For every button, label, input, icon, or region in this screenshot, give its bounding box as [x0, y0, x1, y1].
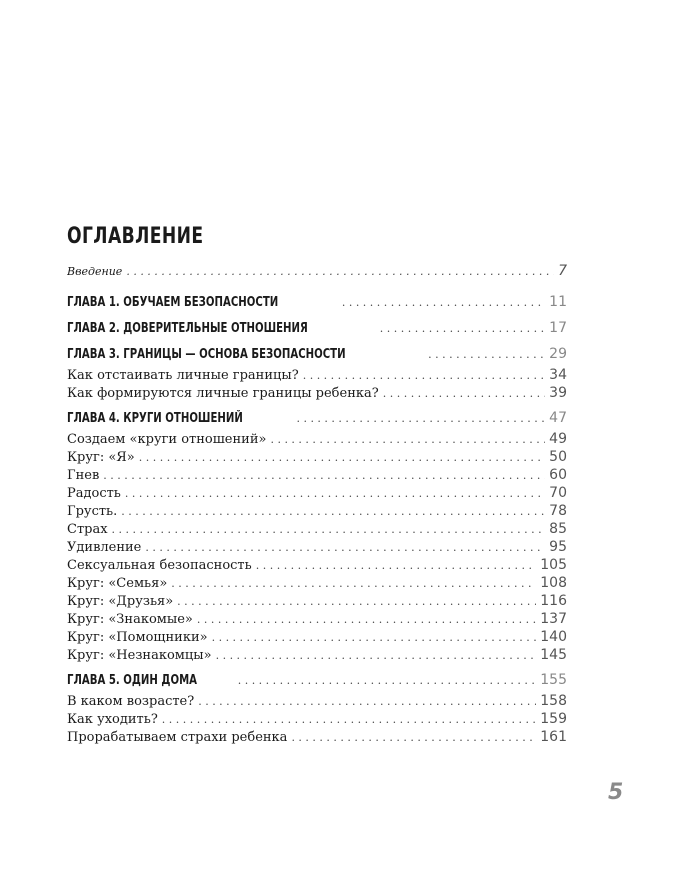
dot-leader — [238, 671, 537, 690]
toc-section-label: Как формируются личные границы ребенка? — [67, 386, 379, 401]
toc-chapter-4[interactable] — [67, 408, 567, 428]
toc-page-number: 137 — [540, 611, 567, 627]
toc-section-label: Как отстаивать личные границы? — [67, 368, 299, 383]
toc-section-label: Прорабатываем страхи ребенка — [67, 730, 288, 745]
toc-section-label: Грусть. — [67, 504, 118, 519]
toc-page-number: 145 — [540, 647, 567, 663]
dot-leader — [291, 729, 536, 746]
toc-page-number: 60 — [549, 467, 567, 483]
toc-chapter-label: ГЛАВА 4. КРУГИ ОТНОШЕНИЙ — [67, 411, 243, 426]
toc-page-number: 70 — [549, 485, 567, 501]
toc-section-entry[interactable] — [67, 384, 567, 402]
toc-section-label: Как уходить? — [67, 712, 158, 727]
toc-section-entry[interactable] — [67, 366, 567, 384]
dot-leader — [171, 575, 536, 592]
toc-page-number: 85 — [549, 521, 567, 537]
dot-leader — [162, 711, 536, 728]
toc-section-entry[interactable] — [67, 628, 567, 646]
toc-page-number: 158 — [540, 693, 567, 709]
dot-leader — [198, 693, 536, 710]
toc-page-number: 17 — [549, 320, 567, 336]
toc-chapter-label: ГЛАВА 3. ГРАНИЦЫ — ОСНОВА БЕЗОПАСНОСТИ — [67, 347, 346, 362]
toc-section-label: Круг: «Семья» — [67, 576, 168, 591]
toc-section-label: Радость — [67, 486, 121, 501]
toc-section-label: Круг: «Я» — [67, 450, 135, 465]
toc-chapter-label: ГЛАВА 5. ОДИН ДОМА — [67, 673, 198, 688]
dot-leader — [270, 431, 545, 448]
dot-leader — [145, 539, 545, 556]
toc-section-entry[interactable] — [67, 574, 567, 592]
dot-leader — [139, 449, 545, 466]
toc-section-label: Круг: «Друзья» — [67, 594, 174, 609]
toc-section-entry[interactable] — [67, 466, 567, 484]
toc-page-number: 159 — [540, 711, 567, 727]
toc-section-entry[interactable] — [67, 646, 567, 664]
toc-page-number: 161 — [540, 729, 567, 745]
dot-leader — [428, 345, 545, 364]
toc-page-number: 39 — [549, 385, 567, 401]
toc-page-number: 95 — [549, 539, 567, 555]
dot-leader — [216, 647, 537, 664]
dot-leader — [303, 367, 545, 384]
page-number: 5 — [608, 780, 624, 805]
dot-leader — [112, 521, 546, 538]
toc-entry-intro[interactable] — [67, 262, 567, 280]
dot-leader — [212, 629, 537, 646]
toc-page-number: 155 — [540, 672, 567, 688]
toc-chapter-label: ГЛАВА 1. ОБУЧАЕМ БЕЗОПАСНОСТИ — [67, 295, 279, 310]
toc-page-number: 140 — [540, 629, 567, 645]
toc-section-entry[interactable] — [67, 728, 567, 746]
dot-leader — [197, 611, 536, 628]
toc-section-entry[interactable] — [67, 520, 567, 538]
toc-section-list — [67, 430, 567, 664]
toc-chapter-3[interactable] — [67, 344, 567, 364]
toc-section-label: Создаем «круги отношений» — [67, 432, 267, 447]
toc-entry-label: Введение — [67, 265, 123, 278]
toc-section-entry[interactable] — [67, 710, 567, 728]
dot-leader — [103, 467, 545, 484]
toc-section-entry[interactable] — [67, 692, 567, 710]
toc-section-label: Круг: «Знакомые» — [67, 612, 193, 627]
toc-section-entry[interactable] — [67, 538, 567, 556]
dot-leader — [342, 293, 545, 312]
toc-section-entry[interactable] — [67, 502, 567, 520]
toc-section-list — [67, 366, 567, 402]
toc-page-number: 7 — [558, 263, 567, 279]
toc-section-entry[interactable] — [67, 592, 567, 610]
toc-chapter-2[interactable] — [67, 318, 567, 338]
toc-section-label: Круг: «Помощники» — [67, 630, 208, 645]
dot-leader — [383, 385, 545, 402]
toc-page-number: 34 — [549, 367, 567, 383]
toc-chapter-5[interactable] — [67, 670, 567, 690]
table-of-contents — [67, 262, 567, 746]
dot-leader — [296, 409, 545, 428]
dot-leader — [121, 503, 545, 520]
toc-section-label: В каком возрасте? — [67, 694, 195, 709]
toc-section-label: Сексуальная безопасность — [67, 558, 252, 573]
dot-leader — [177, 593, 536, 610]
toc-page-number: 116 — [540, 593, 567, 609]
toc-page-number: 29 — [549, 346, 567, 362]
toc-section-entry[interactable] — [67, 610, 567, 628]
toc-page-number: 11 — [549, 294, 567, 310]
toc-section-entry[interactable] — [67, 484, 567, 502]
toc-chapter-label: ГЛАВА 2. ДОВЕРИТЕЛЬНЫЕ ОТНОШЕНИЯ — [67, 321, 308, 336]
toc-page-number: 50 — [549, 449, 567, 465]
page-title: ОГЛАВЛЕНИЕ — [67, 224, 204, 249]
toc-page-number: 47 — [549, 410, 567, 426]
dot-leader — [126, 263, 554, 280]
toc-section-label: Страх — [67, 522, 108, 537]
toc-section-label: Круг: «Незнакомцы» — [67, 648, 212, 663]
toc-page-number: 49 — [549, 431, 567, 447]
toc-page-number: 78 — [549, 503, 567, 519]
dot-leader — [256, 557, 537, 574]
toc-chapter-1[interactable] — [67, 292, 567, 312]
toc-section-label: Гнев — [67, 468, 100, 483]
toc-page-number: 108 — [540, 575, 567, 591]
toc-section-label: Удивление — [67, 540, 142, 555]
dot-leader — [125, 485, 545, 502]
toc-section-list — [67, 692, 567, 746]
toc-section-entry[interactable] — [67, 430, 567, 448]
toc-page-number: 105 — [540, 557, 567, 573]
dot-leader — [380, 319, 545, 338]
toc-section-entry[interactable] — [67, 556, 567, 574]
toc-section-entry[interactable] — [67, 448, 567, 466]
